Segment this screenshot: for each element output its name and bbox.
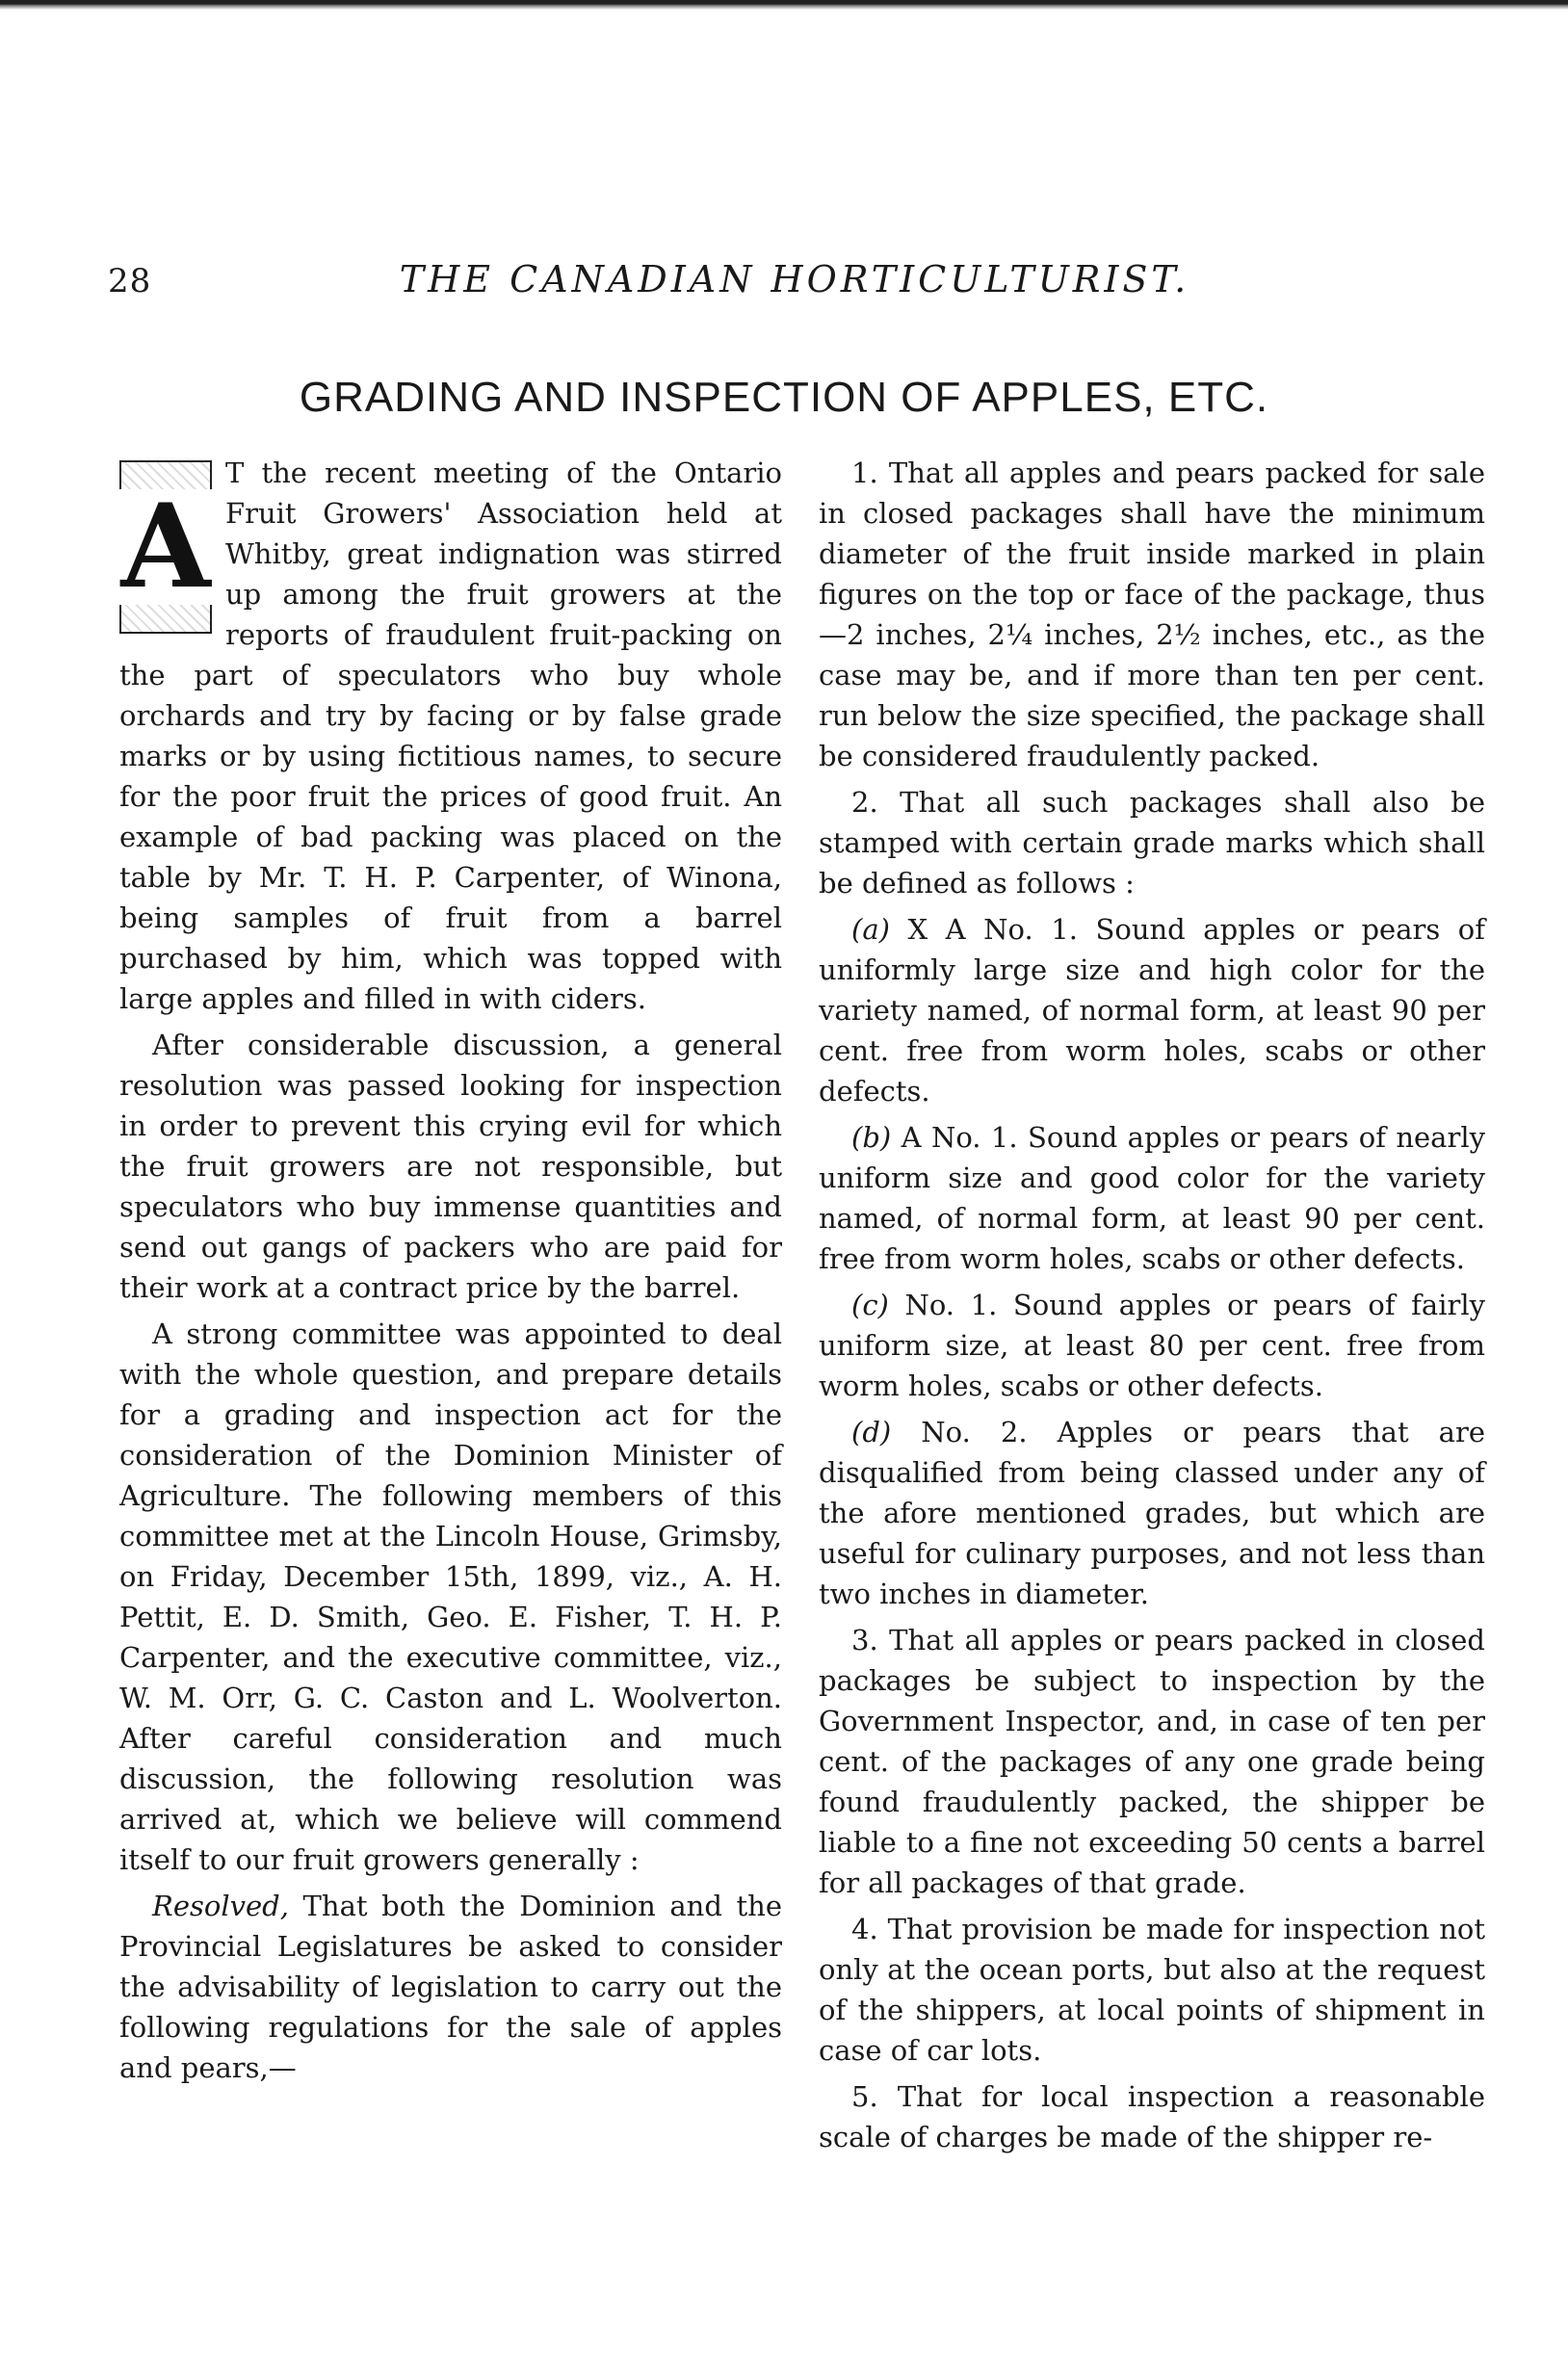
grade-b-label: (b) xyxy=(851,1121,892,1154)
grade-a-text: X A No. 1. Sound apples or pears of uniformly large size and high color for the variety named, of normal form, at least 90 per cent. free from worm holes, scabs or other defects. xyxy=(819,913,1485,1108)
grade-c-text: No. 1. Sound apples or pears of fairly uniform size, at least 80 per cent. free from worm holes, scabs or other defects. xyxy=(819,1289,1485,1402)
intro-text: T the recent meeting of the Ontario Fruit Growers' Association held at Whitby, great indignation was stirred up among the fruit growers at the reports of fraudulent fruit-packing on the part of speculators who buy whole orchards and try by facing or by false grade marks or by using fictitious names, to secure for the poor fruit the prices of good fruit. An example of bad packing was placed on the table by Mr. T. H. P. Carpenter, of Winona, being samples of fruit from a barrel purchased by him, which was topped with large apples and filled in with ciders. xyxy=(119,457,782,1015)
paragraph-resolved xyxy=(119,1886,782,2088)
article-title: GRADING AND INSPECTION OF APPLES, ETC. xyxy=(299,374,1269,421)
left-column xyxy=(119,453,782,2088)
resolved-label: Resolved, xyxy=(152,1890,289,1922)
right-column xyxy=(819,453,1485,2157)
running-head xyxy=(0,258,1568,306)
grade-c xyxy=(819,1285,1485,1406)
grade-d-text: No. 2. Apples or pears that are disqualified from being classed under any of the afore mentioned grades, but which are useful for culinary purposes, and not less than two inches in diameter. xyxy=(819,1416,1485,1610)
drop-cap-letter: A xyxy=(117,489,214,605)
regulation-5: 5. That for local inspection a reasonable scale of charges be made of the shipper re- xyxy=(819,2080,1485,2153)
resolved-text: That both the Dominion and the Provincial Legislatures be asked to consider the advisability of legislation to carry out the following regulations for the sale of apples and pears,— xyxy=(119,1890,782,2084)
regulation-1: 1. That all apples and pears packed for sale in closed packages shall have the minimum diameter of the fruit inside marked in plain figures on the top or face of the package, thus—2 inches, 2¼ inches, 2½ inches, etc., as the case may be, and if more than ten per cent. run below the size specified, the package shall be considered fraudulently packed. xyxy=(819,457,1485,772)
page-number: 28 xyxy=(108,262,152,300)
regulation-2: 2. That all such packages shall also be stamped with certain grade marks which shall be defined as follows : xyxy=(819,786,1485,900)
grade-d-label: (d) xyxy=(851,1416,892,1448)
grade-c-label: (c) xyxy=(851,1289,889,1321)
paragraph-discussion: After considerable discussion, a general resolution was passed looking for inspection in order to prevent this crying evil for which the fruit growers are not responsible, but speculators who buy immense quantities and send out gangs of packers who are paid for their work at a contract price by the barrel. xyxy=(119,1029,782,1304)
top-border-rule xyxy=(0,0,1568,10)
paragraph-committee: A strong committee was appointed to deal with the whole question, and prepare details for a grading and inspection act for the consideration of the Dominion Minister of Agriculture. The following members of this committee met at the Lincoln House, Grimsby, on Friday, December 15th, 1899, viz., A. H. Pettit, E. D. Smith, Geo. E. Fisher, T. H. P. Carpenter, and the executive committee, viz., W. M. Orr, G. C. Caston and L. Woolverton. After careful consideration and much discussion, the following resolution was arrived at, which we believe will commend itself to our fruit growers generally : xyxy=(119,1317,782,1876)
grade-b xyxy=(819,1117,1485,1279)
regulation-3: 3. That all apples or pears packed in closed packages be subject to inspection by the Government Inspector, and, in case of ten per cent. of the packages of any one grade being found fraudulently packed, the shipper be liable to a fine not exceeding 50 cents a barrel for all packages of that grade. xyxy=(819,1624,1485,1899)
grade-a xyxy=(819,909,1485,1111)
grade-b-text: A No. 1. Sound apples or pears of nearly uniform size and good color for the variety named, of normal form, at least 90 per cent. free from worm holes, scabs or other defects. xyxy=(819,1121,1485,1275)
grade-a-label: (a) xyxy=(851,913,890,946)
grade-d xyxy=(819,1412,1485,1614)
paragraph-intro xyxy=(119,453,782,1019)
drop-cap-ornament xyxy=(119,460,212,634)
journal-title: THE CANADIAN HORTICULTURIST. xyxy=(399,258,1190,300)
regulation-4: 4. That provision be made for inspection not only at the ocean ports, but also at the request of the shippers, at local points of shipment in case of car lots. xyxy=(819,1913,1485,2067)
